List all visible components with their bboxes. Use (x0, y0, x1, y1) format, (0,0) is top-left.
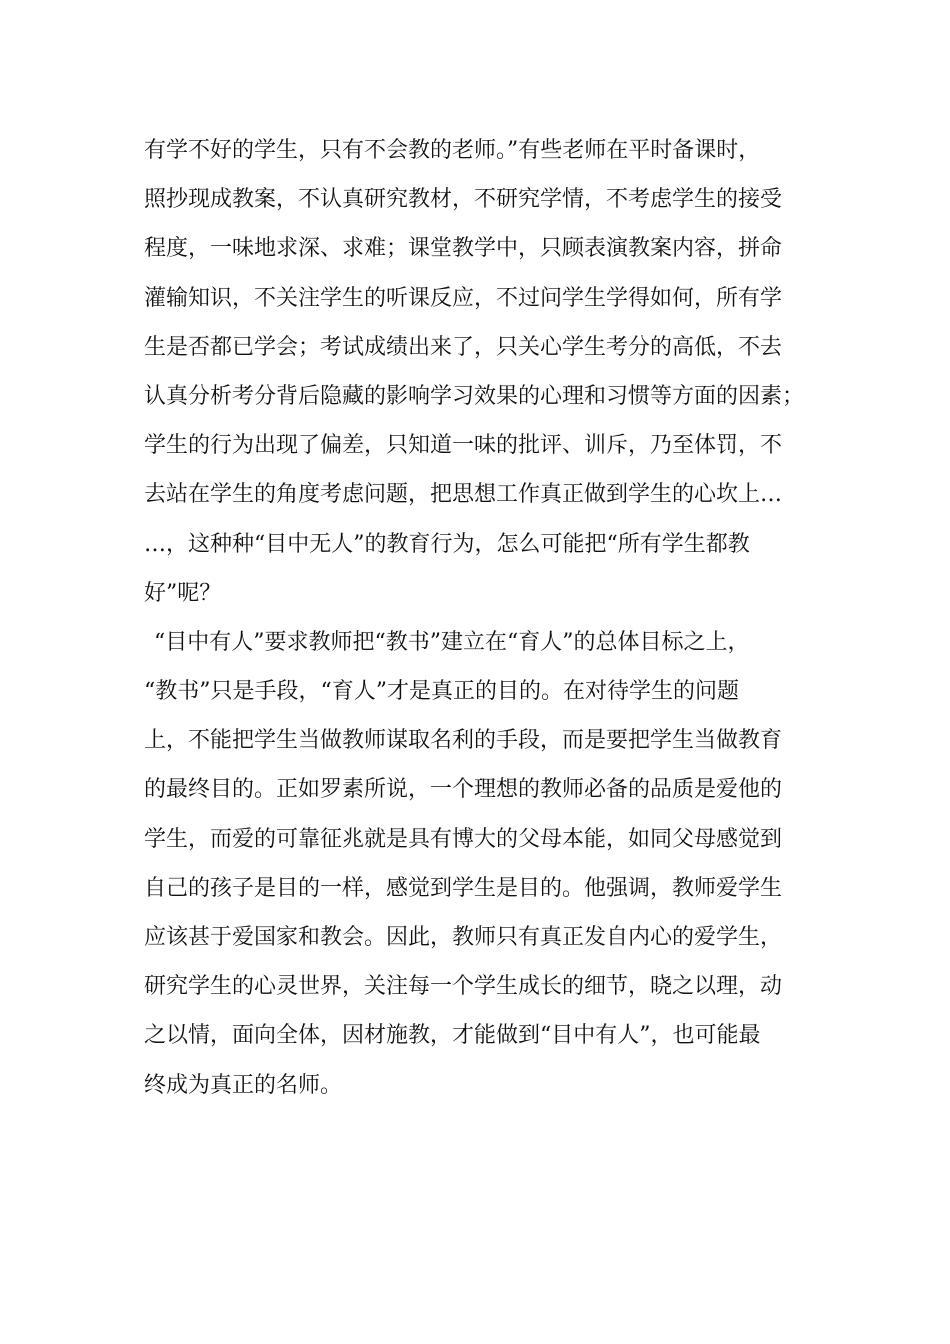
paragraph-1 (144, 126, 814, 618)
text-line: 认真分析考分背后隐藏的影响学习效果的心理和习惯等方面的因素； (144, 383, 805, 409)
text-line: 有学不好的学生，只有不会教的老师。”有些老师在平时备课时， (144, 138, 761, 163)
text-line: 照抄现成教案，不认真研究教材，不研究学情，不考虑学生的接受 (144, 187, 783, 213)
text-line: …，这种种“目中无人”的教育行为，怎么可能把“所有学生都教 (144, 531, 750, 557)
paragraph-2 (144, 618, 814, 1110)
text-line: 自己的孩子是目的一样，感觉到学生是目的。他强调，教师爱学生 (144, 875, 783, 901)
text-line: 应该甚于爱国家和教会。因此，教师只有真正发自内心的爱学生， (144, 925, 783, 950)
text-line: 的最终目的。正如罗素所说，一个理想的教师必备的品质是爱他的 (144, 777, 783, 803)
text-line: 终成为真正的名师。 (144, 1072, 343, 1098)
text-line: 灌输知识，不关注学生的听课反应，不过问学生学得如何，所有学 (144, 285, 783, 311)
text-line: “教书”只是手段，“育人”才是真正的目的。在对待学生的问题 (144, 679, 739, 705)
text-line: 好”呢？ (144, 580, 222, 606)
text-line: 程度，一味地求深、求难；课堂教学中，只顾表演教案内容，拼命 (144, 236, 783, 262)
text-line: 上，不能把学生当做教师谋取名利的手段，而是要把学生当做教育 (144, 728, 783, 754)
text-line: 去站在学生的角度考虑问题，把思想工作真正做到学生的心坎上… (144, 482, 783, 508)
text-line: 研究学生的心灵世界，关注每一个学生成长的细节，晓之以理，动 (144, 974, 783, 1000)
text-line: 生是否都已学会；考试成绩出来了，只关心学生考分的高低，不去 (144, 334, 783, 360)
document-body (144, 126, 814, 1110)
text-line: 之以情，面向全体，因材施教，才能做到“目中有人”，也可能最 (144, 1023, 761, 1049)
text-line: 学生的行为出现了偏差，只知道一味的批评、训斥，乃至体罚，不 (144, 433, 783, 459)
text-line: 学生，而爱的可靠征兆就是具有博大的父母本能，如同父母感觉到 (144, 826, 783, 852)
text-line: “目中有人”要求教师把“教书”建立在“育人”的总体目标之上， (154, 629, 750, 655)
